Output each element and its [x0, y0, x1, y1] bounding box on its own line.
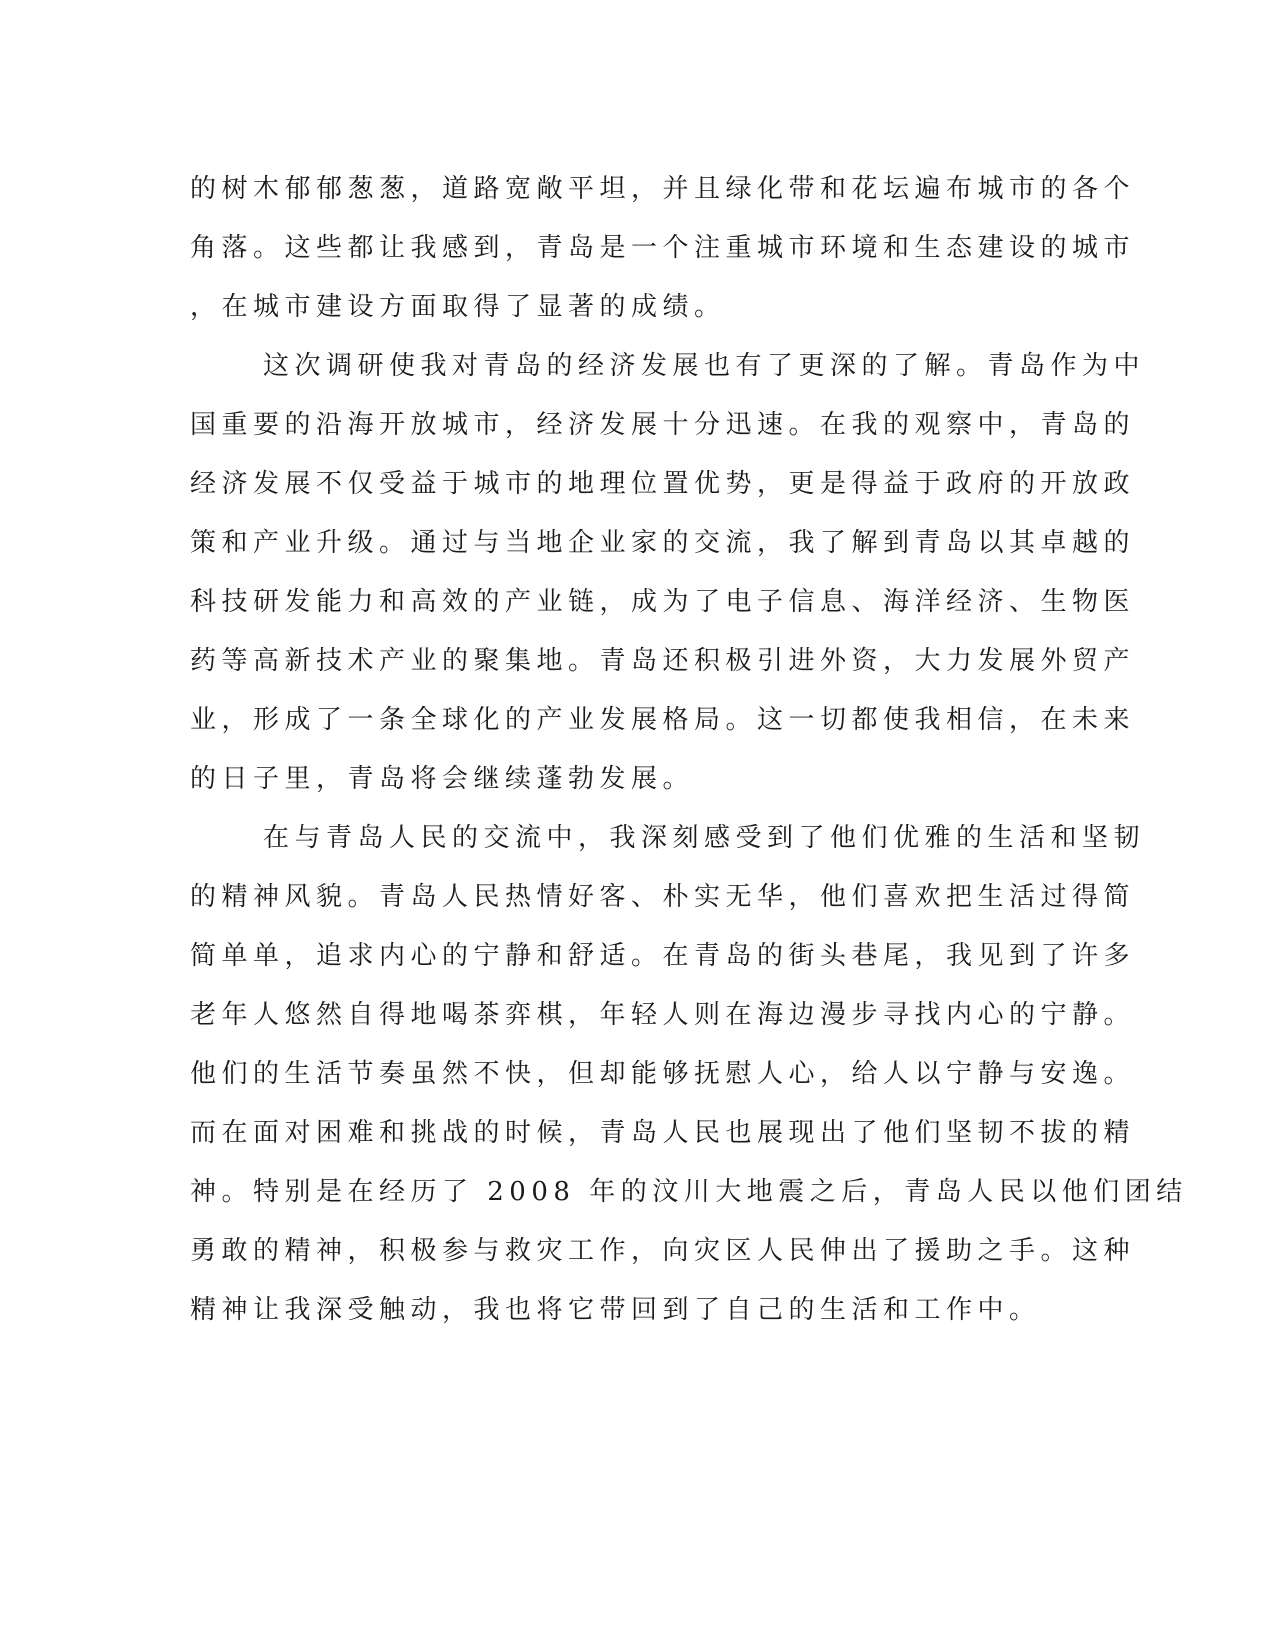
text-line: 国重要的沿海开放城市，经济发展十分迅速。在我的观察中，青岛的: [190, 410, 1136, 440]
paragraph-city-environment-continued: [190, 160, 1136, 337]
text-line: 神。特别是在经历了 2008 年的汶川大地震之后，青岛人民以他们团结: [190, 1177, 1188, 1207]
text-line: 简单单，追求内心的宁静和舒适。在青岛的街头巷尾，我见到了许多: [190, 941, 1136, 971]
text-line: 在与青岛人民的交流中，我深刻感受到了他们优雅的生活和坚韧: [263, 823, 1146, 853]
text-line: 他们的生活节奏虽然不快，但却能够抚慰人心，给人以宁静与安逸。: [190, 1059, 1136, 1089]
text-line: 策和产业升级。通过与当地企业家的交流，我了解到青岛以其卓越的: [190, 528, 1136, 558]
text-line: 科技研发能力和高效的产业链，成为了电子信息、海洋经济、生物医: [190, 587, 1136, 617]
text-line: 的树木郁郁葱葱，道路宽敞平坦，并且绿化带和花坛遍布城市的各个: [190, 174, 1136, 204]
text-line: 经济发展不仅受益于城市的地理位置优势，更是得益于政府的开放政: [190, 469, 1136, 499]
text-line: 的日子里，青岛将会继续蓬勃发展。: [190, 764, 695, 794]
text-line: 老年人悠然自得地喝茶弈棋，年轻人则在海边漫步寻找内心的宁静。: [190, 1000, 1136, 1030]
text-line: 药等高新技术产业的聚集地。青岛还积极引进外资，大力发展外贸产: [190, 646, 1136, 676]
text-line: 业，形成了一条全球化的产业发展格局。这一切都使我相信，在未来: [190, 705, 1136, 735]
text-line: 角落。这些都让我感到，青岛是一个注重城市环境和生态建设的城市: [190, 233, 1136, 263]
text-line: 精神让我深受触动，我也将它带回到了自己的生活和工作中。: [190, 1295, 1041, 1325]
text-line: 勇敢的精神，积极参与救灾工作，向灾区人民伸出了援助之手。这种: [190, 1236, 1136, 1266]
paragraph-economic-development: [190, 337, 1146, 809]
text-line: 这次调研使我对青岛的经济发展也有了更深的了解。青岛作为中: [263, 351, 1146, 381]
text-line: ，在城市建设方面取得了显著的成绩。: [190, 292, 726, 322]
text-line: 的精神风貌。青岛人民热情好客、朴实无华，他们喜欢把生活过得简: [190, 882, 1136, 912]
paragraph-qingdao-people: [190, 809, 1188, 1340]
text-line: 而在面对困难和挑战的时候，青岛人民也展现出了他们坚韧不拔的精: [190, 1118, 1136, 1148]
body-text: [190, 160, 1188, 1340]
